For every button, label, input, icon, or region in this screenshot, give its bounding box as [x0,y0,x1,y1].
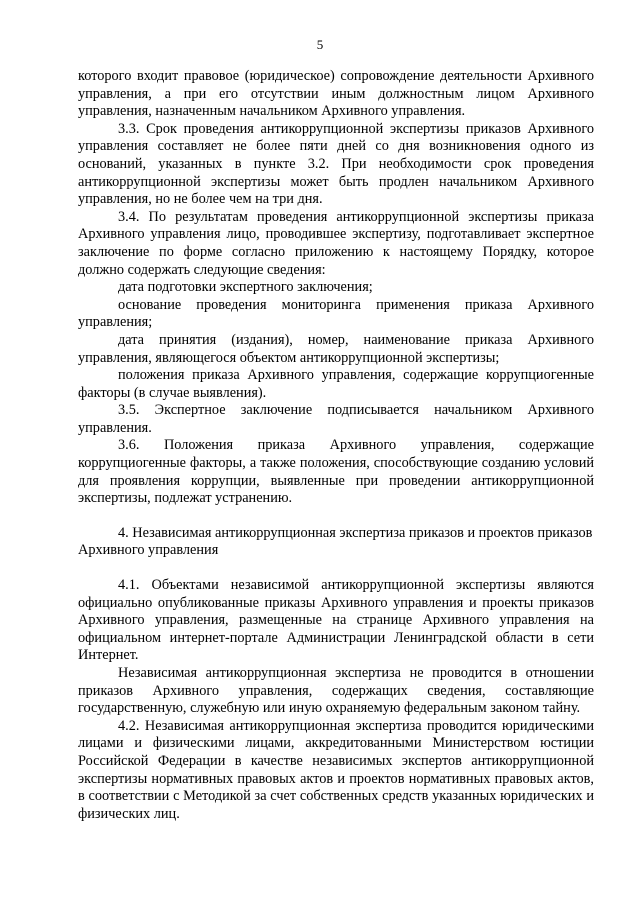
paragraph-3-3: 3.3. Срок проведения антикоррупционной экспертизы приказов Архивного управления составляет не более пяти дней со дня возникновения одного из оснований, указанных в пункте 3.2. При необходимости срок проведения антикоррупционной экспертизы может быть продлен начальником Архивного управления, но не более чем на три дня. [78,120,594,208]
list-item-preparation-date: дата подготовки экспертного заключения; [118,279,373,296]
list-item-order-details: дата принятия (издания), номер, наименование приказа Архивного управления, являющегося объектом антикоррупционной экспертизы; [78,331,594,366]
paragraph-4-2: 4.2. Независимая антикоррупционная экспертиза проводится юридическими лицами и физическими лицами, аккредитованными Министерством юстиции Российской Федерации в качестве независимых экспертов антикоррупционной экспертизы нормативных правовых актов и проектов нормативных правовых актов, в соответствии с Методикой за счет собственных средств указанных юридических и физических лиц. [78,717,594,822]
paragraph-4-1: 4.1. Объектами независимой антикоррупционной экспертизы являются официально опубликованные приказы Архивного управления и проекты приказов Архивного управления, размещенные на странице Архивного управления на официальном интернет-портале Администрации Ленинградской области в сети Интернет. [78,577,594,664]
list-item-monitoring-basis: основание проведения мониторинга применения приказа Архивного управления; [78,296,594,331]
list-item-corruption-factors: положения приказа Архивного управления, содержащие коррупциогенные факторы (в случае выявления). [78,367,594,401]
paragraph-4-1-note: Независимая антикоррупционная экспертиза не проводится в отношении приказов Архивного управления, содержащих сведения, составляющие государственную, служебную или иную охраняемую федеральным законом тайну. [78,665,594,717]
paragraph-3-5: 3.5. Экспертное заключение подписывается начальником Архивного управления. [78,402,594,436]
paragraph-3-4: 3.4. По результатам проведения антикоррупционной экспертизы приказа Архивного управления лицо, проводившее экспертизу, подготавливает экспертное заключение по форме согласно приложению к настоящему Порядку, которое должно содержать следующие сведения: [78,208,594,278]
page-number: 5 [316,37,324,52]
paragraph-continuation: которого входит правовое (юридическое) сопровождение деятельности Архивного управления, а при его отсутствии иным должностным лицом Архивного управления, назначенным начальником Архивного управления. [78,68,594,120]
section-4-heading: 4. Независимая антикоррупционная экспертиза приказов и проектов приказов Архивного управления [78,524,593,559]
paragraph-3-6: 3.6. Положения приказа Архивного управления, содержащие коррупциогенные факторы, а также положения, способствующие созданию условий для проявления коррупции, выявленные при проведении антикоррупционной экспертизы, подлежат устранению. [78,437,594,507]
document-body [78,68,594,823]
